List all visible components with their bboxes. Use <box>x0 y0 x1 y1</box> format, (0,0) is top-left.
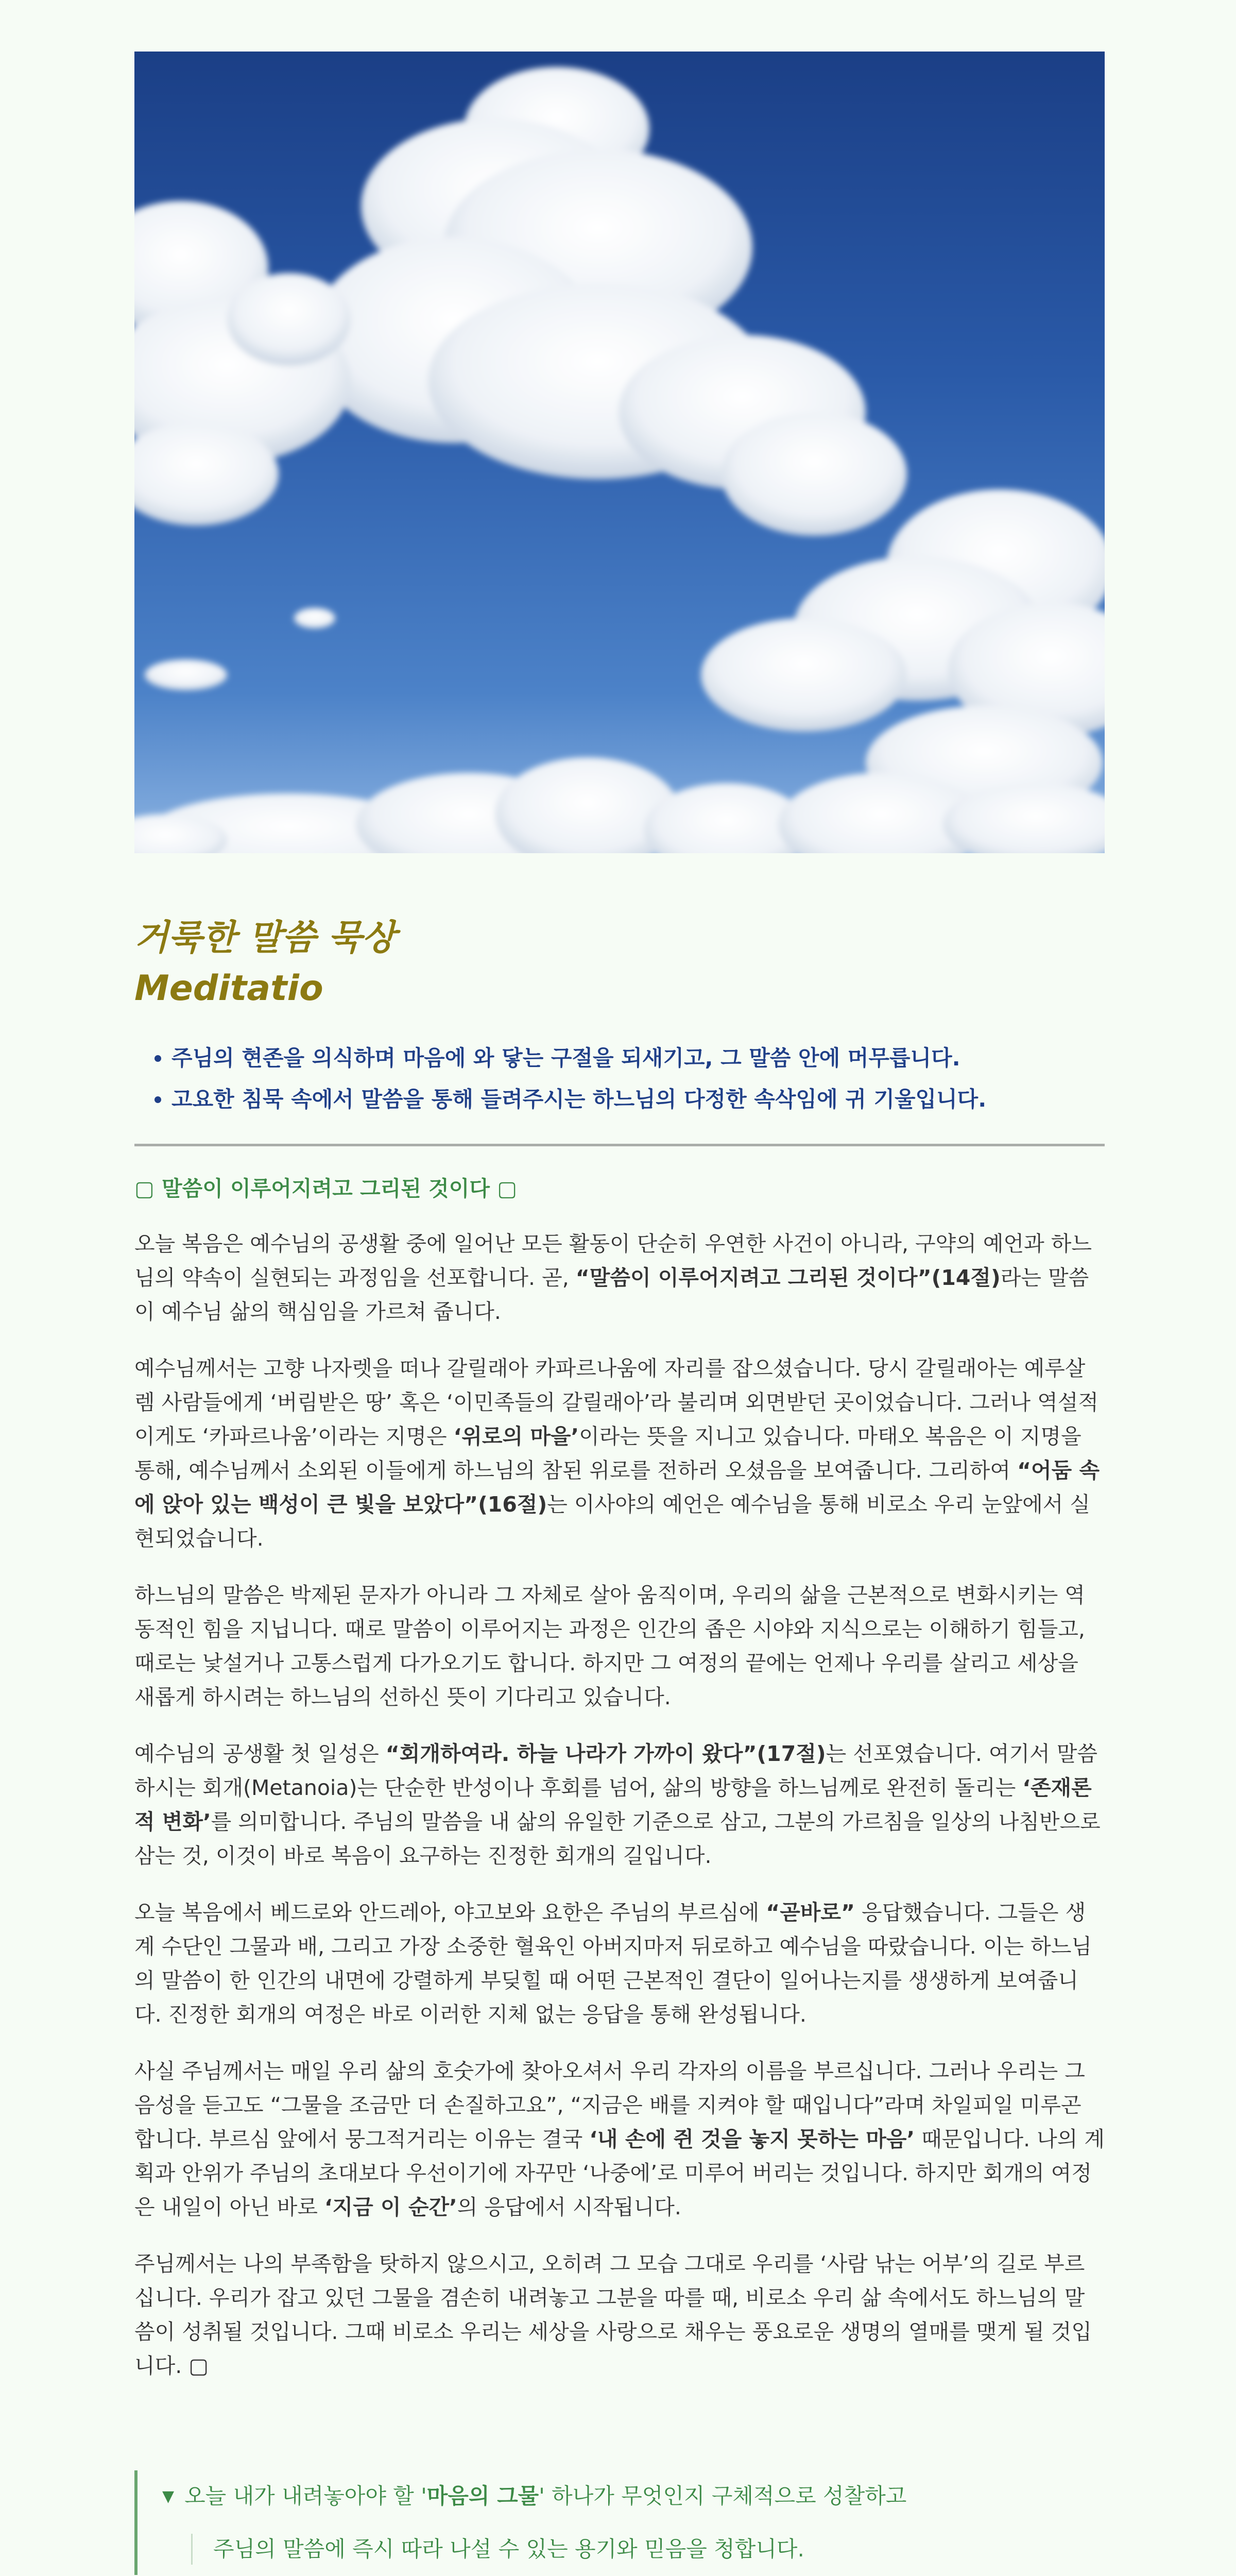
page-subtitle: Meditatio <box>134 968 323 1009</box>
paragraph-text: 의 응답에서 시작됩니다. <box>457 2195 681 2219</box>
section-heading: ▢ 말씀이 이루어지려고 그리된 것이다 ▢ <box>134 1176 517 1201</box>
emphasis-text: ‘지금 이 순간’ <box>324 2195 457 2219</box>
paragraph <box>134 2054 1105 2224</box>
emphasis-text: “곧바로” <box>766 1900 855 1925</box>
paragraph-text: 때문입니다. 나의 계획과 안위가 주님의 초대보다 우선이기에 자꾸만 ‘나중에’로 미루어 버리는 것입니다. 하지만 회개의 여정은 내일이 아닌 바로 <box>134 2127 1105 2219</box>
triangle-down-icon[interactable]: ▼ <box>162 2487 175 2505</box>
sky-cloud-image <box>134 52 1105 853</box>
emphasis-text: ‘존재론적 변화’ <box>134 1775 1092 1834</box>
body-text <box>134 1227 1105 2383</box>
paragraph <box>134 1895 1105 2031</box>
paragraph-text: 예수님께서는 고향 나자렛을 떠나 갈릴래아 카파르나움에 자리를 잡으셨습니다. 당시 갈릴래아는 예루살렘 사람들에게 ‘버림받은 땅’ 혹은 ‘이민족들의 갈릴래아’라 불리며 외면받던 곳이었습니다. 그러나 역설적이게도 ‘카파르나움’이라는 지명은 <box>134 1356 1098 1449</box>
paragraph <box>134 2247 1105 2383</box>
reflection-callout <box>134 2470 1105 2575</box>
page-title: 거룩한 말씀 묵상 <box>134 918 396 958</box>
paragraph <box>134 1737 1105 1873</box>
paragraph-text: 하느님의 말씀은 박제된 문자가 아니라 그 자체로 살아 움직이며, 우리의 삶을 근본적으로 변화시키는 역동적인 힘을 지닙니다. 때로 말씀이 이루어지는 과정은 인간의 좁은 시야와 지식으로는 이해하기 힘들고, 때로는 낯설거나 고통스럽게 다가오기도 합니다. 하지만 그 여정의 끝에는 언제나 우리를 살리고 세상을 새롭게 하시려는 하느님의 선하신 뜻이 기다리고 있습니다. <box>134 1583 1085 1709</box>
emphasis-text: ‘내 손에 쥔 것을 놓지 못하는 마음’ <box>589 2127 915 2151</box>
article <box>134 52 1105 2575</box>
paragraph <box>134 1227 1105 1329</box>
list-item: • 고요한 침묵 속에서 말씀을 통해 들려주시는 하느님의 다정한 속삭임에 귀 기울입니다. <box>171 1079 1105 1120</box>
toggle-content: 주님의 말씀에 즉시 따라 나설 수 있는 용기와 믿음을 청합니다. <box>191 2534 1105 2565</box>
paragraph-text: 예수님의 공생활 첫 일성은 <box>134 1741 386 1766</box>
emphasis-text: “어둠 속에 앉아 있는 백성이 큰 빛을 보았다”(16절) <box>134 1458 1100 1517</box>
emphasis-text: “회개하여라. 하늘 나라가 가까이 왔다”(17절) <box>385 1741 826 1766</box>
paragraph-text: 응답했습니다. 그들은 생계 수단인 그물과 배, 그리고 가장 소중한 혈육인 아버지마저 뒤로하고 예수님을 따랐습니다. 이는 하느님의 말씀이 한 인간의 내면에 강렬하게 부딪힐 때 어떤 근본적인 결단이 일어나는지를 생생하게 보여줍니다. 진정한 회개의 여정은 바로 이러한 지체 없는 응답을 통해 완성됩니다. <box>134 1900 1092 2027</box>
toggle-summary[interactable] <box>162 2481 1105 2512</box>
summary-text-pre: 오늘 내가 내려놓아야 할 ' <box>184 2483 427 2509</box>
paragraph-text: 이라는 뜻을 지니고 있습니다. 마태오 복음은 이 지명을 통해, 예수님께서 소외된 이들에게 하느님의 참된 위로를 전하러 오셨음을 보여줍니다. 그리하여 <box>134 1424 1082 1483</box>
paragraph-text: 는 이사야의 예언은 예수님을 통해 비로소 우리 눈앞에서 실현되었습니다. <box>134 1492 1091 1551</box>
summary-text-bold: 마음의 그물 <box>426 2483 539 2509</box>
intro-list <box>134 1038 1105 1120</box>
paragraph-text: 라는 말씀이 예수님 삶의 핵심임을 가르쳐 줍니다. <box>134 1265 1089 1324</box>
summary-text-post: ' 하나가 무엇인지 구체적으로 성찰하고 <box>539 2483 907 2509</box>
divider <box>134 1144 1105 1146</box>
emphasis-text: “말씀이 이루어지려고 그리된 것이다”(14절) <box>575 1265 1001 1290</box>
paragraph-text: 오늘 복음에서 베드로와 안드레아, 야고보와 요한은 주님의 부르심에 <box>134 1900 766 1925</box>
list-item: • 주님의 현존을 의식하며 마음에 와 닿는 구절을 되새기고, 그 말씀 안에 머무릅니다. <box>171 1038 1105 1079</box>
paragraph-text: 주님께서는 나의 부족함을 탓하지 않으시고, 오히려 그 모습 그대로 우리를 ‘사람 낚는 어부’의 길로 부르십니다. 우리가 잡고 있던 그물을 겸손히 내려놓고 그분을 따를 때, 비로소 우리 삶 속에서도 하느님의 말씀이 성취될 것입니다. 그때 비로소 우리는 세상을 사랑으로 채우는 풍요로운 생명의 열매를 맺게 될 것입니다. ▢ <box>134 2251 1092 2378</box>
paragraph <box>134 1578 1105 1714</box>
paragraph <box>134 1351 1105 1555</box>
cloud-illustration <box>134 52 1105 853</box>
emphasis-text: ‘위로의 마을’ <box>453 1424 579 1449</box>
paragraph-text: 를 의미합니다. 주님의 말씀을 내 삶의 유일한 기준으로 삼고, 그분의 가르침을 일상의 나침반으로 삼는 것, 이것이 바로 복음이 요구하는 진정한 회개의 길입니다. <box>134 1809 1101 1868</box>
paragraph-text: 사실 주님께서는 매일 우리 삶의 호숫가에 찾아오셔서 우리 각자의 이름을 부르십니다. 그러나 우리는 그 음성을 듣고도 “그물을 조금만 더 손질하고요”, “지금은 배를 지켜야 할 때입니다”라며 차일피일 미루곤 합니다. 부르심 앞에서 뭉그적거리는 이유는 결국 <box>134 2059 1085 2151</box>
paragraph-text: 오늘 복음은 예수님의 공생활 중에 일어난 모든 활동이 단순히 우연한 사건이 아니라, 구약의 예언과 하느님의 약속이 실현되는 과정임을 선포합니다. 곧, <box>134 1231 1092 1290</box>
paragraph-text: 는 선포였습니다. 여기서 말씀하시는 회개(Metanoia)는 단순한 반성이나 후회를 넘어, 삶의 방향을 하느님께로 완전히 돌리는 <box>134 1741 1097 1800</box>
